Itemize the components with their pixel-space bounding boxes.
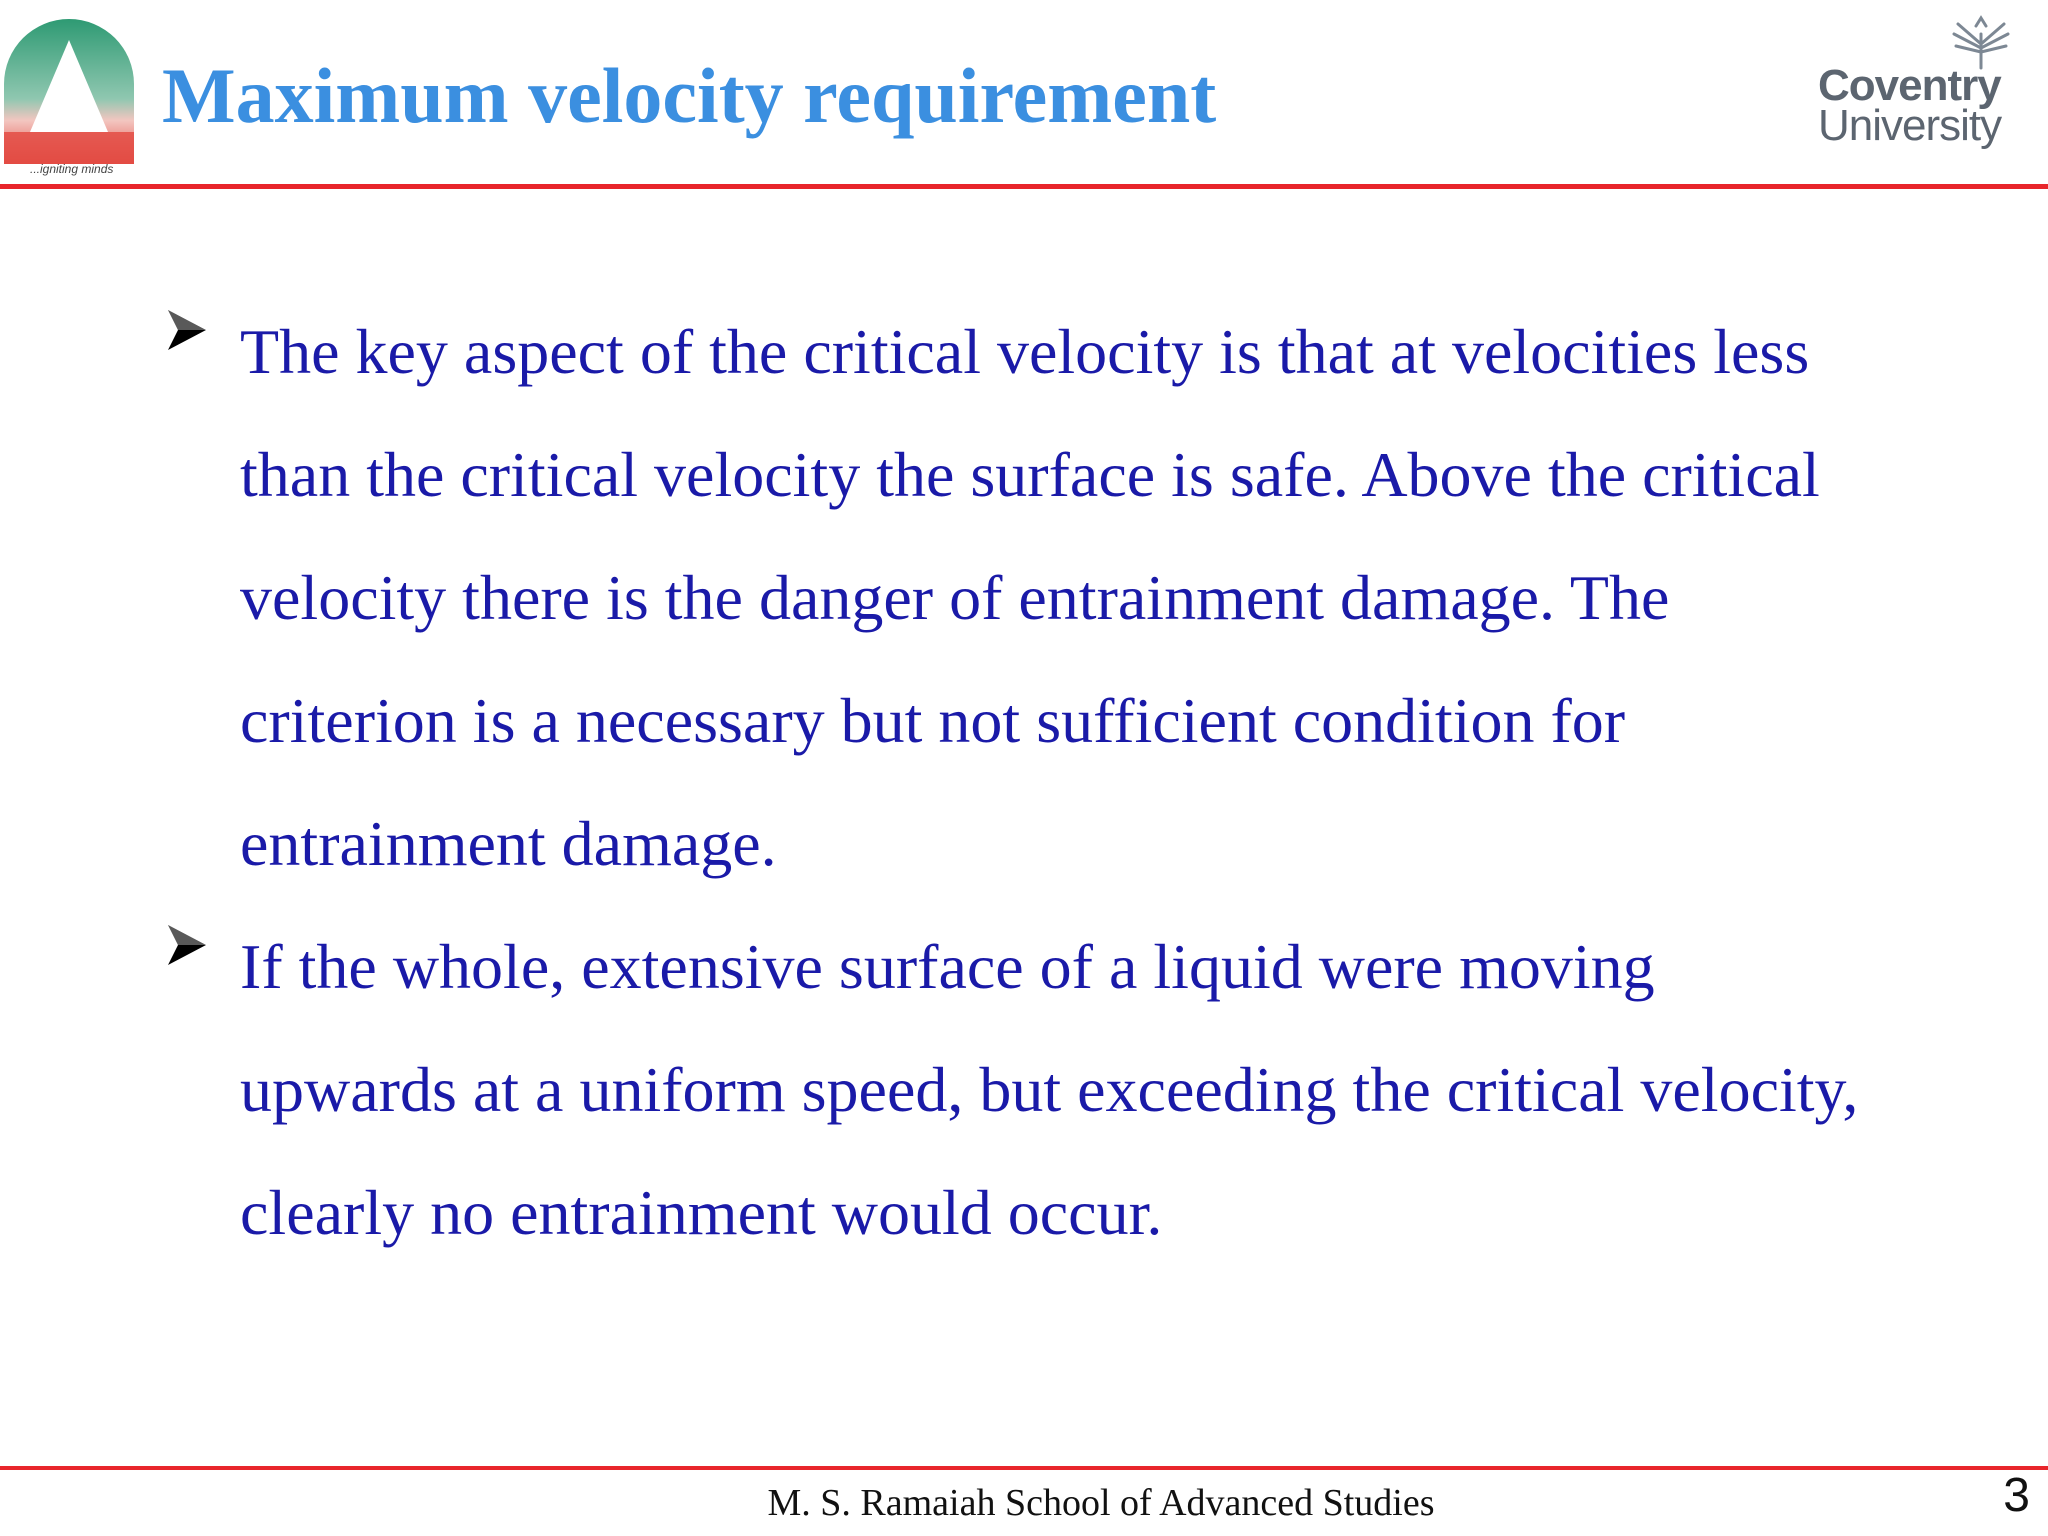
slide-title: Maximum velocity requirement (162, 52, 1217, 139)
arrow-bullet-icon (166, 308, 208, 352)
footer-institution: M. S. Ramaiah School of Advanced Studies (767, 1482, 1435, 1524)
logo-tagline: ...igniting minds (30, 162, 114, 176)
header-divider (0, 184, 2048, 189)
bullet-list (166, 290, 1886, 1274)
wordmark-line2: University (1818, 101, 2002, 150)
bullet-item (166, 290, 1886, 905)
bullet-text: If the whole, extensive surface of a liquid were moving upwards at a uniform speed, but exceeding the critical velocity, clearly no entrainment would occur. (240, 931, 1859, 1248)
arrow-bullet-icon (166, 923, 208, 967)
footer-divider (0, 1466, 2048, 1470)
bullet-text: The key aspect of the critical velocity is that at velocities less than the critical velocity the surface is safe. Above the critical velocity there is the danger of entrainment damage. The criterion is a necessary but not sufficient condition for entrainment damage. (240, 316, 1820, 879)
triangle-arch-logo-icon (0, 14, 138, 164)
university-wordmark (1818, 61, 2002, 150)
bullet-item (166, 905, 1886, 1274)
page-number: 3 (2003, 1469, 2030, 1522)
institution-logo (0, 14, 138, 182)
wordmark-line1: Coventry (1818, 61, 2001, 110)
university-logo (1790, 14, 2020, 164)
